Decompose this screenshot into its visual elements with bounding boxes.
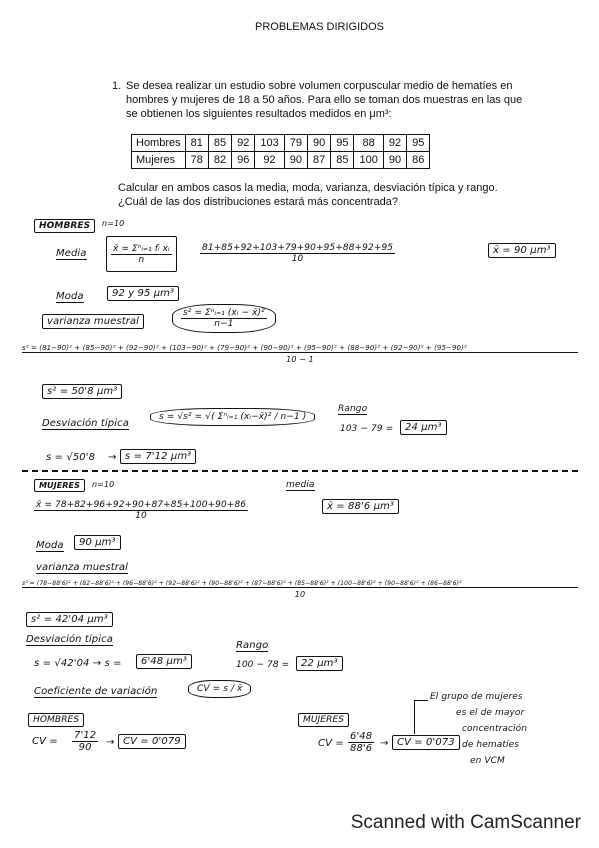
mujeres-media-calc-den: 10	[135, 511, 147, 521]
hombres-moda-label: Moda	[56, 291, 84, 302]
cv-mujeres-num: 6'48	[350, 731, 373, 742]
table-cell: 92	[232, 135, 255, 152]
table-cell: 87	[307, 152, 330, 169]
mujeres-rango-result: 22 μm³	[296, 656, 343, 671]
cv-mujeres-den: 88'6	[350, 743, 373, 754]
mujeres-varianza-calc-num: s² = (78−88'6)² + (82−88'6)² + (96−88'6)² + (92−88'6)² + (90−88'6)² + (87−88'6)² + (85−88'6)² + (100−88'6)² + (90−88'6)² + (86−88'6)²	[22, 580, 578, 588]
hombres-media-label: Media	[56, 248, 87, 259]
cv-hombres-den: 90	[78, 742, 92, 753]
media-calc-num: 81+85+92+103+79+90+95+88+92+95	[202, 243, 394, 253]
table-cell: 85	[208, 135, 231, 152]
table-cell: 100	[354, 152, 383, 169]
cv-mujeres-prefix: CV =	[318, 738, 344, 749]
scanned-page	[22, 0, 578, 796]
mujeres-rango-label: Rango	[236, 640, 269, 651]
hombres-varianza-label: varianza muestral	[42, 314, 144, 329]
hombres-varianza-result: s² = 50'8 μm³	[42, 384, 122, 399]
mujeres-varianza-label: varianza muestral	[36, 562, 129, 573]
problem-text-line-1: Se desea realizar un estudio sobre volumen corpuscular medio de hematíes en	[126, 80, 513, 92]
data-table-wrapper	[131, 134, 430, 169]
table-row-mujeres	[132, 152, 430, 169]
conclusion-line-2: es el de mayor	[456, 708, 525, 718]
mujeres-rango-calc: 100 − 78 =	[236, 660, 290, 670]
hombres-media-formula	[106, 236, 177, 272]
data-table	[131, 134, 430, 169]
mujeres-moda-result: 90 μm³	[74, 535, 121, 550]
arrow-icon: →	[106, 737, 115, 748]
varianza-formula-num: s² = Σⁿᵢ₌₁ (xᵢ − x̄)²	[183, 308, 265, 318]
section-divider	[22, 470, 578, 472]
mujeres-desviacion-calc: s = √42'04 → s =	[34, 658, 122, 669]
hombres-moda-result: 92 y 95 μm³	[107, 286, 179, 301]
mujeres-media-calc	[34, 500, 248, 521]
hombres-media-calc	[200, 243, 395, 264]
cv-hombres-fraction	[72, 730, 98, 753]
table-cell: 96	[232, 152, 255, 169]
mujeres-desviacion-label: Desviación típica	[26, 634, 113, 645]
cv-hombres-heading: HOMBRES	[28, 713, 84, 727]
mujeres-media-result: x̄ = 88'6 μm³	[322, 499, 399, 514]
mujeres-varianza-calc-den: 10	[294, 590, 306, 599]
row-label: Mujeres	[132, 152, 186, 169]
page-title: PROBLEMAS DIRIGIDOS	[255, 21, 384, 33]
table-cell: 90	[307, 135, 330, 152]
conclusion-line-5: en VCM	[470, 756, 505, 766]
varianza-calc-num: s² = (81−90)² + (85−90)² + (92−90)² + (103−90)² + (79−90)² + (90−90)² + (95−90)² + (88−90)² + (92−90)² + (95−90)²	[22, 344, 578, 353]
problem-number: 1.	[112, 80, 122, 92]
mujeres-media-label: media	[286, 480, 315, 490]
hombres-rango-calc: 103 − 79 =	[340, 424, 394, 434]
cv-mujeres-heading: MUJERES	[298, 713, 349, 727]
arrow-icon: →	[380, 738, 389, 749]
hombres-n: n=10	[102, 219, 125, 228]
table-cell: 103	[255, 135, 284, 152]
hombres-media-result: x̄ = 90 μm³	[488, 243, 556, 258]
coeficiente-label: Coeficiente de variación	[34, 686, 158, 697]
hombres-rango-result: 24 μm³	[400, 420, 447, 435]
mujeres-n: n=10	[92, 480, 115, 489]
problem-text-line-3: se obtienen los siguientes resultados medidos en μm³:	[126, 108, 392, 120]
table-cell: 92	[255, 152, 284, 169]
cv-mujeres-result: CV = 0'073	[392, 735, 460, 750]
hombres-desviacion-formula: s = √s² = √( Σⁿᵢ₌₁ (xᵢ−x̄)² / n−1 )	[150, 408, 315, 426]
media-formula-num: x̄ = Σⁿᵢ₌₁ fᵢ xᵢ	[113, 243, 170, 254]
mujeres-moda-label: Moda	[36, 540, 64, 551]
hombres-desviacion-calc: s = √50'8	[46, 452, 96, 463]
media-calc-den: 10	[291, 254, 304, 264]
varianza-calc-den: 10 − 1	[286, 355, 314, 364]
conclusion-line-3: concentración	[462, 724, 528, 734]
varianza-formula-den: n−1	[214, 319, 234, 329]
table-cell: 88	[354, 135, 383, 152]
hombres-desviacion-result: s = 7'12 μm³	[120, 449, 196, 464]
hombres-varianza-formula	[172, 304, 276, 333]
conclusion-arrow-icon	[414, 700, 415, 734]
mujeres-varianza-calc	[22, 580, 578, 599]
table-row-hombres	[132, 135, 430, 152]
table-cell: 95	[407, 135, 430, 152]
media-formula-den: n	[138, 254, 145, 265]
question-line-1: Calcular en ambos casos la media, moda, varianza, desviación típica y rango.	[118, 182, 498, 194]
cv-hombres-result: CV = 0'079	[118, 734, 186, 749]
problem-text-line-2: hombres y mujeres de 18 a 50 años. Para ello se toman dos muestras en las que	[126, 94, 523, 106]
conclusion-arrow-head	[414, 700, 428, 701]
conclusion-line-1: El grupo de mujeres	[430, 692, 523, 702]
hombres-heading: HOMBRES	[34, 219, 95, 233]
arrow-icon: →	[108, 452, 117, 463]
table-cell: 92	[383, 135, 406, 152]
table-cell: 86	[407, 152, 430, 169]
cv-mujeres-fraction	[348, 731, 374, 754]
question-line-2: ¿Cuál de las dos distribuciones estará más concentrada?	[118, 196, 399, 208]
mujeres-media-calc-num: x̄ = 78+82+96+92+90+87+85+100+90+86	[36, 500, 247, 510]
hombres-desviacion-label: Desviación típica	[42, 418, 129, 429]
table-cell: 79	[284, 135, 307, 152]
table-cell: 90	[383, 152, 406, 169]
table-cell: 95	[331, 135, 354, 152]
scanner-watermark: Scanned with CamScanner	[350, 812, 581, 833]
cv-hombres-prefix: CV =	[32, 736, 58, 747]
scanner-footer	[0, 796, 599, 848]
table-cell: 81	[185, 135, 208, 152]
table-cell: 85	[331, 152, 354, 169]
coeficiente-formula: CV = s / x̄	[188, 680, 251, 698]
hombres-rango-label: Rango	[338, 404, 368, 414]
table-cell: 78	[185, 152, 208, 169]
hombres-varianza-calc	[22, 344, 578, 364]
mujeres-varianza-result: s² = 42'04 μm³	[26, 612, 113, 627]
table-cell: 90	[284, 152, 307, 169]
mujeres-heading: MUJERES	[34, 479, 85, 492]
row-label: Hombres	[132, 135, 186, 152]
conclusion-line-4: de hematíes	[462, 740, 519, 750]
cv-hombres-num: 7'12	[74, 730, 97, 741]
table-cell: 82	[208, 152, 231, 169]
mujeres-desviacion-result: 6'48 μm³	[136, 654, 192, 669]
